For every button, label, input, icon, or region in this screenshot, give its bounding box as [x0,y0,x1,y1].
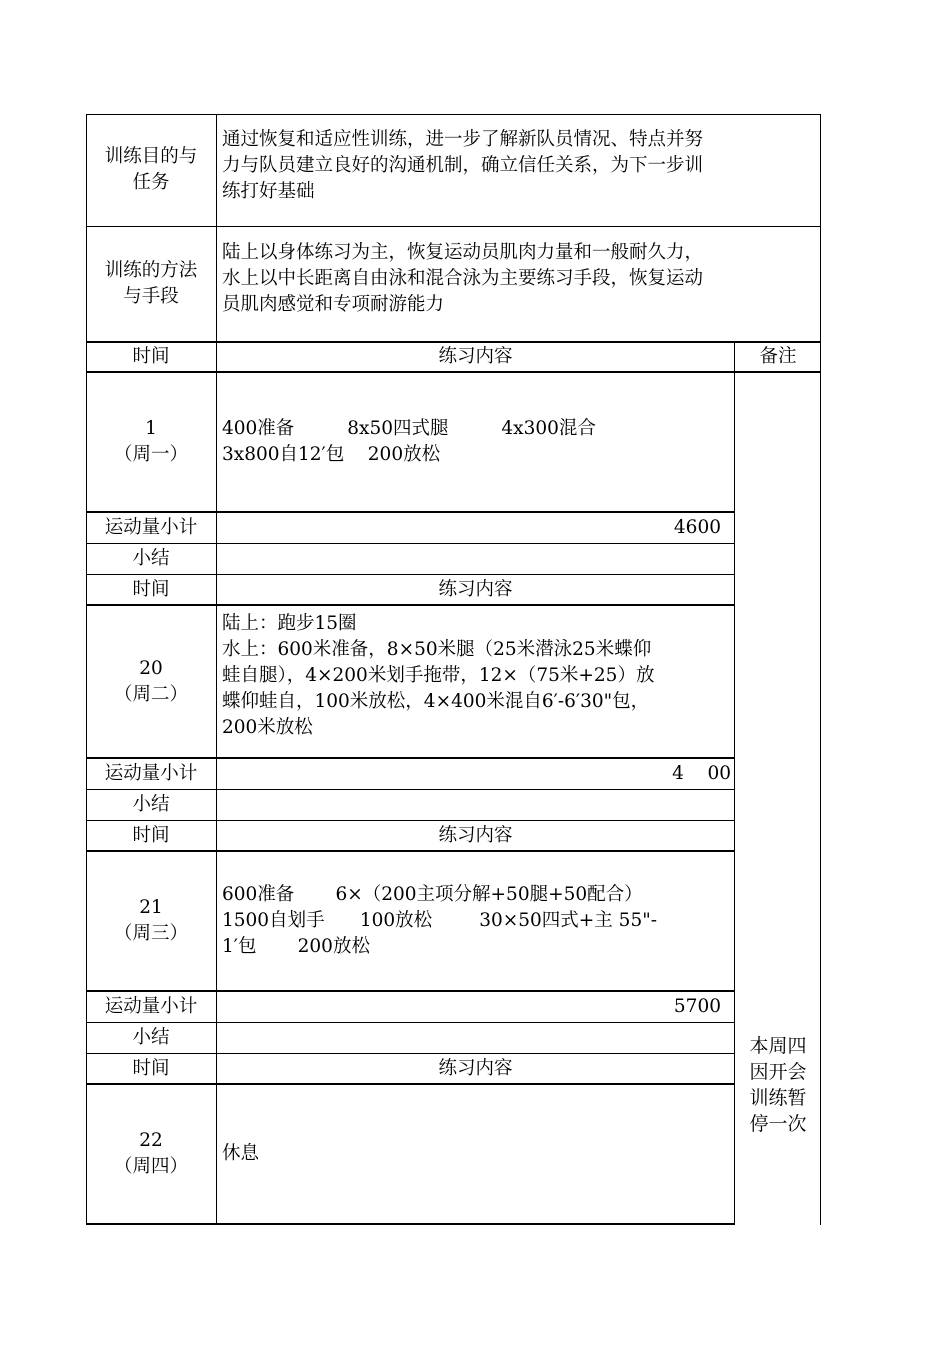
day-number: 22 [139,1130,163,1151]
method-text-line: 陆上以身体练习为主，恢复运动员肌肉力量和一般耐久力， [222,242,704,263]
header-row [86,820,821,851]
method-text-line: 员肌肉感觉和专项耐游能力 [222,294,445,315]
content-line: 1′包 200放松 [222,936,370,957]
day-number: 20 [139,657,163,679]
grid-line [86,574,735,575]
day-weekday: （周一） [113,444,188,465]
note-line: 训练暂 [749,1087,807,1109]
note-header: 备注 [759,345,797,367]
header-row [86,341,821,372]
purpose-row [86,114,821,226]
day-label [86,1084,216,1224]
content-header: 练习内容 [438,824,513,846]
content-line: 200米放松 [222,717,313,738]
day-weekday: （周四） [113,1156,188,1177]
grid-line [86,990,735,992]
purpose-label-line: 训练目的与 [104,146,198,167]
grid-line [86,604,735,606]
summary-row [86,1022,821,1053]
content-header: 练习内容 [438,1057,513,1079]
grid-line [86,1223,735,1225]
summary-row [86,543,821,574]
grid-line [86,511,735,513]
day-content [216,1084,735,1224]
grid-line [86,114,87,1225]
grid-line [86,1053,735,1054]
volume-row [86,512,821,543]
content-line: 600准备 6×（200主项分解+50腿+50配合） [222,884,643,905]
day-label [86,372,216,512]
grid-line [86,371,821,373]
method-text [216,226,821,341]
grid-line [86,114,821,115]
volume-value-text: 4 00 [672,762,731,784]
grid-line [86,1022,735,1023]
summary-row [86,789,821,820]
time-header: 时间 [132,345,170,367]
volume-label: 运动量小计 [104,516,198,538]
day-row [86,372,821,512]
volume-value: 5700 [673,995,721,1017]
header-row [86,1053,821,1084]
grid-line [86,226,821,227]
volume-row [86,758,821,789]
volume-label: 运动量小计 [104,762,198,784]
note-line: 因开会 [749,1061,807,1083]
day-weekday: （周二） [113,683,188,705]
method-label-line: 与手段 [123,285,179,307]
purpose-text [216,114,821,226]
content-line: 休息 [222,1143,260,1164]
note-text [735,1033,821,1137]
content-line: 1500自划手 100放松 30×50四式+主 55"- [222,910,657,931]
content-header: 练习内容 [438,345,513,367]
method-label-line: 训练的方法 [104,259,198,281]
grid-line [86,1083,735,1085]
volume-label: 运动量小计 [104,995,198,1017]
time-header: 时间 [132,824,170,846]
day-label [86,605,216,758]
content-line: 水上：600米准备，8×50米腿（25米潜泳25米蝶仰 [222,639,652,660]
content-line: 3x800自12′包 200放松 [222,444,441,465]
day-number: 21 [139,897,163,918]
volume-value [216,758,735,789]
grid-line [734,341,735,1225]
purpose-text-line: 通过恢复和适应性训练，进一步了解新队员情况、特点并努 [222,129,704,150]
day-row [86,605,821,758]
grid-line [86,757,735,759]
method-label [86,226,216,341]
grid-line [86,789,735,790]
method-text-line: 水上以中长距离自由泳和混合泳为主要练习手段，恢复运动 [222,268,704,289]
summary-label: 小结 [132,793,170,815]
grid-line [86,543,735,544]
grid-line [86,820,735,821]
day-content [216,851,735,991]
time-header: 时间 [132,1057,170,1079]
day-row [86,851,821,991]
content-line: 蝶仰蛙自，100米放松，4×400米混自6′-6′30"包， [222,691,650,712]
note-line: 本周四 [749,1035,807,1057]
volume-row [86,991,821,1022]
content-line: 蛙自腿），4×200米划手拖带，12×（75米+25）放 [222,665,655,686]
grid-line [216,114,217,1225]
summary-label: 小结 [132,547,170,569]
header-row [86,574,821,605]
day-content [216,372,735,512]
summary-label: 小结 [132,1026,170,1048]
day-row [86,1084,821,1224]
purpose-text-line: 练打好基础 [222,181,315,202]
grid-line [86,341,821,343]
grid-line [820,114,821,1225]
content-line: 陆上：跑步15圈 [222,613,357,634]
purpose-label [86,114,216,226]
volume-value: 4600 [673,516,721,538]
purpose-label-line: 任务 [132,172,170,193]
note-line: 停一次 [749,1113,807,1135]
time-header: 时间 [132,578,170,600]
grid-line [86,850,735,852]
day-number: 1 [145,418,157,439]
day-content [216,605,735,758]
content-header: 练习内容 [438,578,513,600]
content-line: 400准备 8x50四式腿 4x300混合 [222,418,596,439]
day-weekday: （周三） [113,923,188,944]
day-label [86,851,216,991]
method-row [86,226,821,341]
purpose-text-line: 力与队员建立良好的沟通机制，确立信任关系，为下一步训 [222,155,704,176]
